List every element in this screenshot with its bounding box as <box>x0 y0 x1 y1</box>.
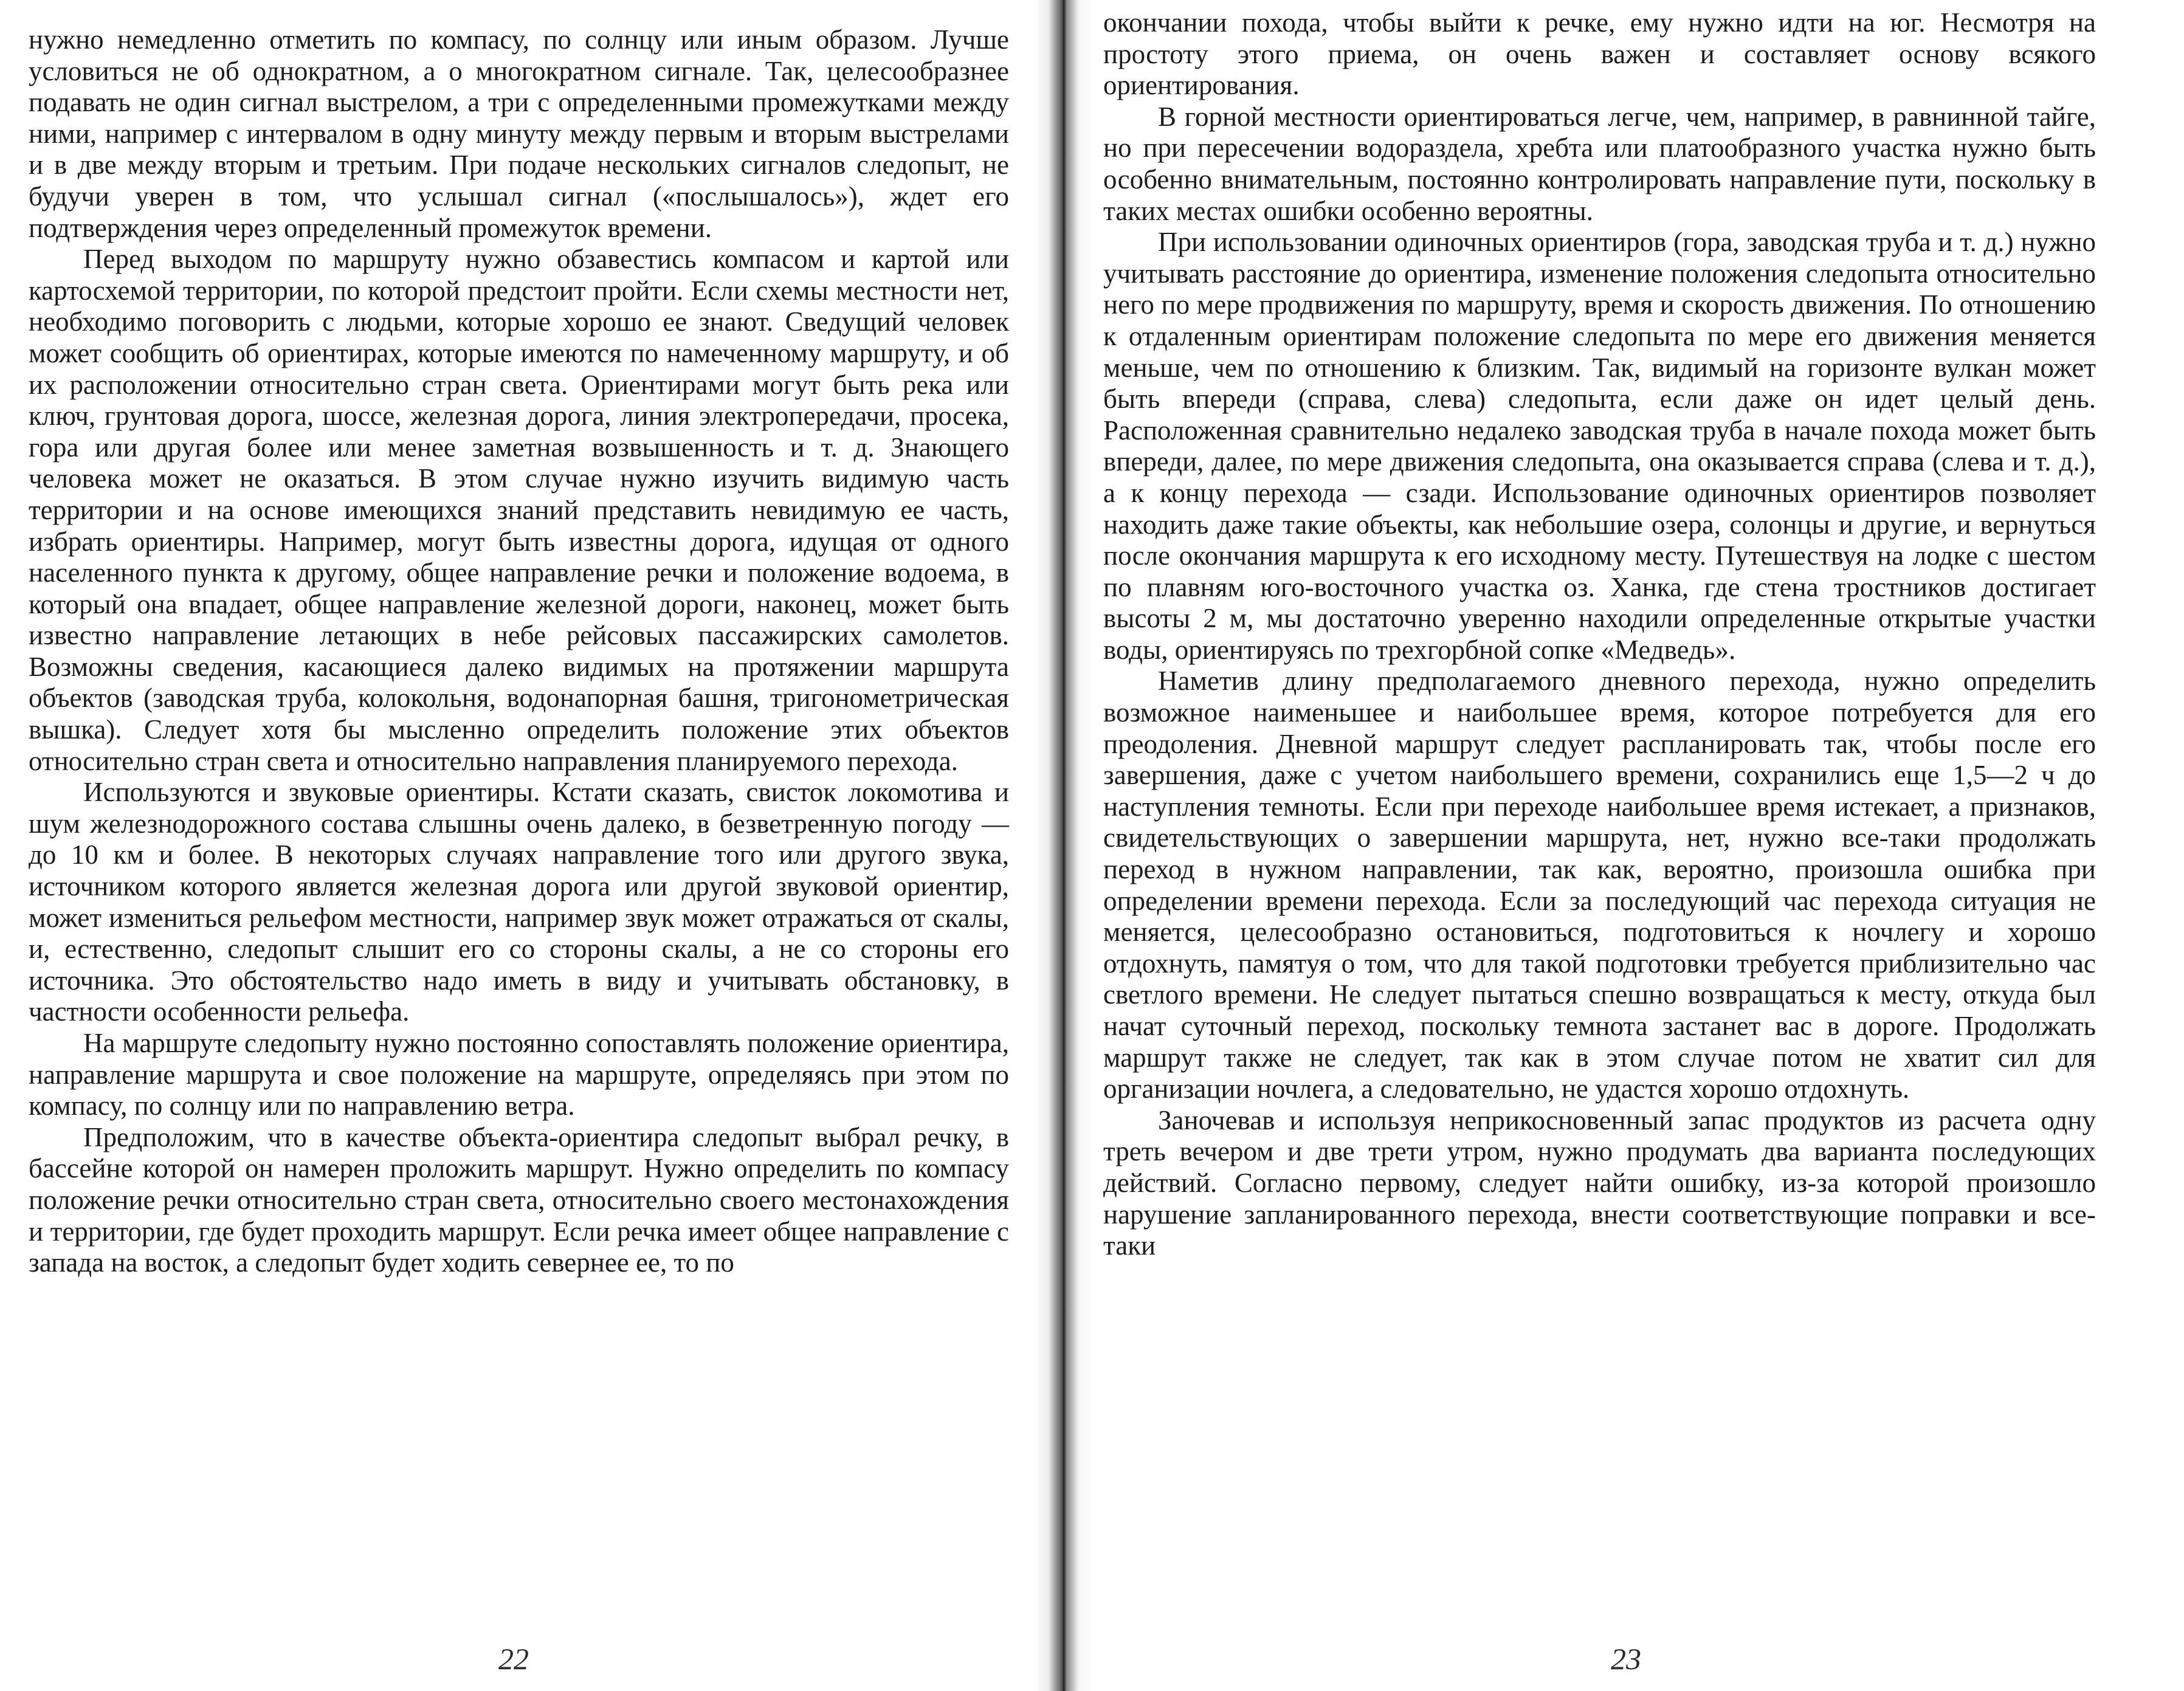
paragraph: Перед выходом по маршруту нужно обзавестись компасом и картой или картосхемой территории, по которой предстоит пройти. Если схемы местности нет, необходимо поговорить с людьми, которые хорошо ее знают. Сведущий человек может сообщить об ориентирах, которые имеются по намеченному маршруту, и об их расположении относительно стран света. Ориентирами могут быть река или ключ, грунтовая дорога, шоссе, железная дорога, линия электропередачи, просека, гора или другая более или менее заметная возвышенность и т. д. Знающего человека может не оказаться. В этом случае нужно изучить видимую часть территории и на основе имеющихся знаний представить невидимую ее часть, избрать ориентиры. Например, могут быть известны дорога, идущая от одного населенного пункта к другому, общее направление речки и положение водоема, в который она впадает, общее направление железной дороги, наконец, может быть известно направление летающих в небе рейсовых пассажирских самолетов. Возможны сведения, касающиеся далеко видимых на протяжении маршрута объектов (заводская труба, колокольня, водонапорная башня, тригонометрическая вышка). Следует хотя бы мысленно определить положение этих объектов относительно стран света и относительно направления планируемого перехода. <box>29 244 1009 776</box>
left-page <box>0 0 1058 1691</box>
right-page <box>1070 0 2184 1691</box>
paragraph: В горной местности ориентироваться легче, чем, например, в равнинной тайге, но при пересечении водораздела, хребта или платообразного участка нужно быть особенно внимательным, постоянно контролировать направление пути, поскольку в таких местах ошибки особенно вероятны. <box>1103 101 2096 226</box>
paragraph: Заночевав и используя неприкосновенный запас продуктов из расчета одну треть вечером и две трети утром, нужно продумать два варианта последующих действий. Согласно первому, следует найти ошибку, из-за которой произошло нарушение запланированного перехода, внести соответствующие поправки и все-таки <box>1103 1104 2096 1261</box>
paragraph: Предположим, что в качестве объекта-ориентира следопыт выбрал речку, в бассейне которой он намерен проложить маршрут. Нужно определить по компасу положение речки относительно стран света, относительно своего местонахождения и территории, где будет проходить маршрут. Если речка имеет общее направление с запада на восток, а следопыт будет ходить севернее ее, то по <box>29 1121 1009 1278</box>
page-number: 22 <box>498 1642 529 1676</box>
paragraph: При использовании одиночных ориентиров (гора, заводская труба и т. д.) нужно учитывать расстояние до ориентира, изменение положения следопыта относительно него по мере продвижения по маршруту, время и скорость движения. По отношению к отдаленным ориентирам положение следопыта по мере его движения меняется меньше, чем по отношению к близким. Так, видимый на горизонте вулкан может быть впереди (справа, слева) следопыта, если даже он идет целый день. Расположенная сравнительно недалеко заводская труба в начале похода может быть впереди, далее, по мере движения следопыта, она оказывается справа (слева и т. д.), а к концу перехода — сзади. Использование одиночных ориентиров позволяет находить даже такие объекты, как небольшие озера, солонцы и другие, и вернуться после окончания маршрута к его исходному месту. Путешествуя на лодке с шестом по плавням юго-восточного участка оз. Ханка, где стена тростников достигает высоты 2 м, мы достаточно уверенно находили определенные открытые участки воды, ориентируясь по трехгорбной сопке «Медведь». <box>1103 227 2096 665</box>
paragraph: Используются и звуковые ориентиры. Кстати сказать, свисток локомотива и шум железнодорожного состава слышны очень далеко, в безветренную погоду — до 10 км и более. В некоторых случаях направление того или другого звука, источником которого является железная дорога или другой звуковой ориентир, может измениться рельефом местности, например звук может отражаться от скалы, и, естественно, следопыт слышит его со стороны скалы, а не со стороны его источника. Это обстоятельство надо иметь в виду и учитывать обстановку, в частности особенности рельефа. <box>29 777 1009 1027</box>
paragraph: окончании похода, чтобы выйти к речке, ему нужно идти на юг. Несмотря на простоту этого приема, он очень важен и составляет основу всякого ориентирования. <box>1103 7 2096 101</box>
paragraph: На маршруте следопыту нужно постоянно сопоставлять положение ориентира, направление маршрута и свое положение на маршруте, определяясь при этом по компасу, по солнцу или по направлению ветра. <box>29 1028 1009 1121</box>
paragraph: нужно немедленно отметить по компасу, по солнцу или иным образом. Лучше условиться не об однократном, а о многократном сигнале. Так, целесообразнее подавать не один сигнал выстрелом, а три с определенными промежутками между ними, например с интервалом в одну минуту между первым и вторым выстрелами и в две между вторым и третьим. При подаче нескольких сигналов следопыт, не будучи уверен в том, что услышал сигнал («послышалось»), ждет его подтверждения через определенный промежуток времени. <box>29 24 1009 243</box>
right-page-text <box>1103 7 2096 1262</box>
left-page-text <box>29 24 1009 1279</box>
page-number: 23 <box>1611 1642 1641 1676</box>
paragraph: Наметив длину предполагаемого дневного перехода, нужно определить возможное наименьшее и наибольшее время, которое потребуется для его преодоления. Дневной маршрут следует распланировать так, чтобы после его завершения, даже с учетом наибольшего времени, сохранились еще 1,5—2 ч до наступления темноты. Если при переходе наибольшее время истекает, а признаков, свидетельствующих о завершении маршрута, нет, нужно все-таки продолжать переход в нужном направлении, так как, вероятно, произошла ошибка при определении времени перехода. Если за последующий час перехода ситуация не меняется, целесообразно остановиться, подготовиться к ночлегу и хорошо отдохнуть, памятуя о том, что для такой подготовки требуется приблизительно час светлого времени. Не следует пытаться спешно возвращаться к месту, откуда был начат суточный переход, поскольку темнота застанет вас в дороге. Продолжать маршрут также не следует, так как в этом случае потом не хватит сил для организации ночлега, а следовательно, не удастся хорошо отдохнуть. <box>1103 666 2096 1104</box>
